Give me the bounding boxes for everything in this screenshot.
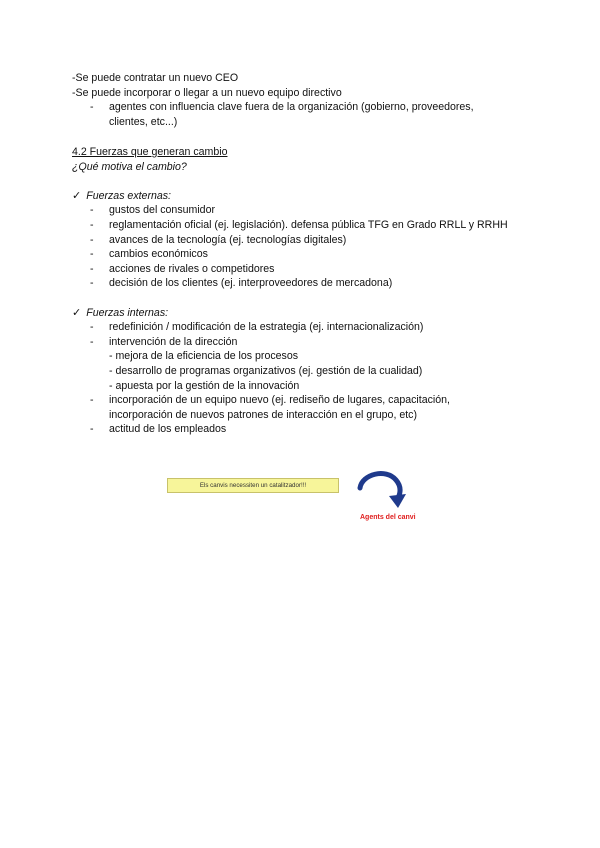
bullet-dash: - bbox=[90, 423, 94, 436]
internal-forces-title bbox=[72, 306, 542, 321]
bullet-dash: - bbox=[90, 321, 94, 334]
bullet-dash: - bbox=[90, 262, 94, 275]
section-question: ¿Qué motiva el cambio? bbox=[72, 160, 187, 173]
intro-bullet bbox=[72, 100, 542, 115]
bullet-dash: - bbox=[90, 277, 94, 290]
list-item-text: incorporación de un equipo nuevo (ej. rediseño de lugares, capacitación, bbox=[109, 394, 450, 407]
list-item bbox=[72, 262, 542, 277]
list-item-text: actitud de los empleados bbox=[109, 423, 227, 436]
sub-list-item: - mejora de la eficiencia de los procesos bbox=[109, 350, 299, 363]
list-item bbox=[72, 393, 542, 408]
bullet-dash: - bbox=[90, 394, 94, 407]
bullet-dash: - bbox=[90, 233, 94, 246]
bullet-dash: - bbox=[90, 218, 94, 231]
list-item-text: intervención de la dirección bbox=[109, 335, 238, 348]
list-item-text: redefinición / modificación de la estrategia (ej. internacionalización) bbox=[109, 321, 424, 334]
catalyst-box: Els canvis necessiten un catalitzador!!! bbox=[167, 478, 339, 493]
external-forces-label: Fuerzas externas: bbox=[86, 189, 172, 202]
list-item bbox=[72, 218, 542, 233]
list-item-text: gustos del consumidor bbox=[109, 204, 215, 217]
list-item-text: reglamentación oficial (ej. legislación). defensa pública TFG en Grado RRLL y RRHH bbox=[109, 218, 508, 231]
bullet-dash: - bbox=[90, 335, 94, 348]
agents-label: Agents del canvi bbox=[360, 514, 416, 521]
checkmark-icon: ✓ bbox=[72, 188, 82, 202]
curved-arrow-icon bbox=[356, 468, 410, 512]
section-block bbox=[72, 145, 542, 437]
intro-line-ceo: -Se puede contratar un nuevo CEO bbox=[72, 72, 239, 84]
checkmark-icon: ✓ bbox=[72, 305, 82, 319]
intro-bullet-text: agentes con influencia clave fuera de la organización (gobierno, proveedores, bbox=[109, 101, 474, 114]
external-forces-title bbox=[72, 189, 542, 204]
intro-line-directivo: -Se puede incorporar o llegar a un nuevo equipo directivo bbox=[72, 86, 342, 99]
list-item bbox=[72, 203, 542, 218]
list-item bbox=[72, 247, 542, 262]
list-item bbox=[72, 276, 542, 291]
list-item bbox=[72, 233, 542, 248]
list-item bbox=[72, 335, 542, 350]
internal-forces-label: Fuerzas internas: bbox=[86, 306, 169, 319]
list-item bbox=[72, 320, 542, 335]
arrow-stroke bbox=[360, 474, 400, 498]
bullet-dash: - bbox=[90, 101, 94, 114]
list-item-text: decisión de los clientes (ej. interproveedores de mercadona) bbox=[109, 277, 393, 290]
intro-bullet-continuation: clientes, etc...) bbox=[109, 115, 178, 128]
list-item-text: cambios económicos bbox=[109, 248, 208, 261]
section-heading: 4.2 Fuerzas que generan cambio bbox=[72, 146, 228, 158]
list-item-text: acciones de rivales o competidores bbox=[109, 262, 275, 275]
sub-list-item: - desarrollo de programas organizativos (ej. gestión de la cualidad) bbox=[109, 364, 423, 377]
intro-block bbox=[72, 71, 542, 129]
bullet-dash: - bbox=[90, 248, 94, 261]
list-item bbox=[72, 422, 542, 437]
list-item-continuation: incorporación de nuevos patrones de interacción en el grupo, etc) bbox=[109, 408, 417, 421]
arrow-head bbox=[389, 494, 406, 508]
list-item-text: avances de la tecnología (ej. tecnologías digitales) bbox=[109, 233, 347, 246]
bullet-dash: - bbox=[90, 204, 94, 217]
sub-list-item: - apuesta por la gestión de la innovación bbox=[109, 379, 300, 392]
